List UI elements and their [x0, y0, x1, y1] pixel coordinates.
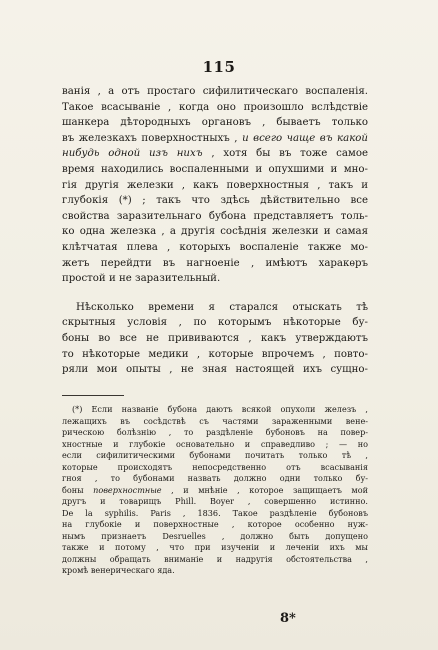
text-line: ряли мои опыты , не зная настоящей ихъ сущно- [62, 364, 368, 376]
paragraph-gap [62, 287, 368, 300]
text-line: то нѣкоторые медики , которые впрочемъ , повто- [62, 348, 368, 360]
text-line: глубокія (*) ; такъ что здѣсь дѣйствительно все [62, 195, 368, 207]
text-line: Такое всасываніе , когда оно произошло вслѣдствіе [62, 101, 368, 113]
text-run: , и мнѣніе , которое защищаетъ мой [161, 484, 368, 495]
footnote-line: рическою болѣзнію , то раздѣленіе бубоновъ на повер- [62, 427, 368, 437]
footnote-line: гноя , то бубонами назвать должно одни только бу- [62, 473, 368, 483]
italic-run: и всего чаще въ какой [242, 132, 368, 144]
footnote [62, 404, 368, 577]
text-line: гія другія железки , какъ поверхностныя , такъ и [62, 179, 368, 191]
footnote-rule [62, 395, 124, 396]
text-line: скрытныя условія , по которымъ нѣкоторые бу- [62, 317, 368, 329]
footnote-line: нымъ признаетъ Desruelles , должно быть допущено [62, 530, 368, 541]
text-line: боны во все не прививаются , какъ утверждаютъ [62, 332, 368, 344]
text-line: ванія , а отъ простаго сифилитическаго воспаленія. [62, 86, 368, 97]
footnote-line: если сифилитическими бубонами почитать только тѣ , [62, 450, 368, 460]
footnote-line: которые происходятъ непосредственно отъ всасыванія [62, 461, 368, 472]
footnote-line: на глубокіе и поверхностные , которое особенно нуж- [62, 519, 368, 529]
text-line-mixed [62, 146, 368, 162]
footnote-line: другъ и товарищъ Phill. Boyer , совершенно истинно. [62, 496, 368, 506]
footnote-line: должны обращать вниманіе и надругія обстоятельства , [62, 553, 368, 564]
footnote-line: кромѣ венерическаго яда. [62, 565, 175, 575]
footnote-line: также и потому , что при изученіи и леченіи ихъ мы [62, 542, 368, 552]
text-line: ко одна железка , а другія сосѣднія железки и самая [62, 226, 368, 238]
text-run: въ железкахъ поверхностныхъ [62, 132, 230, 144]
footnote-line: (*) Если названіе бубона даютъ всякой опухоли железъ , [72, 404, 368, 414]
text-line-mixed [62, 131, 368, 147]
signature-mark: 8* [280, 611, 296, 626]
text-run: , хотя бы въ тоже самое [202, 148, 368, 160]
text-line: шанкера дѣтородныхъ органовъ , бываетъ только [62, 117, 368, 129]
text-run: , [229, 132, 243, 144]
main-text [62, 84, 368, 378]
footnote-line: De la syphilis. Paris , 1836. Такое раздѣленіе бубоновъ [62, 507, 368, 518]
text-line: Нѣсколько времени я старался отыскать тѣ [76, 301, 368, 313]
footnote-line: лежащихъ въ сосѣдствѣ съ частями зараженными вене- [62, 415, 368, 426]
text-line: свойства заразительнаго бубона представляетъ толь- [62, 210, 368, 222]
text-run: боны [62, 484, 94, 495]
text-line: клѣтчатая плева , которыхъ воспаленіе также мо- [62, 241, 368, 253]
page-number: 115 [202, 58, 236, 76]
text-line: простой и не заразительный. [62, 273, 221, 285]
italic-run: нибудь одной изъ нихъ [62, 148, 203, 160]
text-line: жетъ перейдти въ нагноеніе , имѣютъ харакѳръ [62, 257, 368, 269]
text-line: время находились воспаленными и опухшими и мно- [62, 163, 368, 175]
footnote-line: хностные и глубокіе основательно и справедливо ; — но [62, 438, 368, 449]
italic-run: поверхностные [93, 484, 162, 495]
footnote-line-mixed [62, 485, 368, 497]
